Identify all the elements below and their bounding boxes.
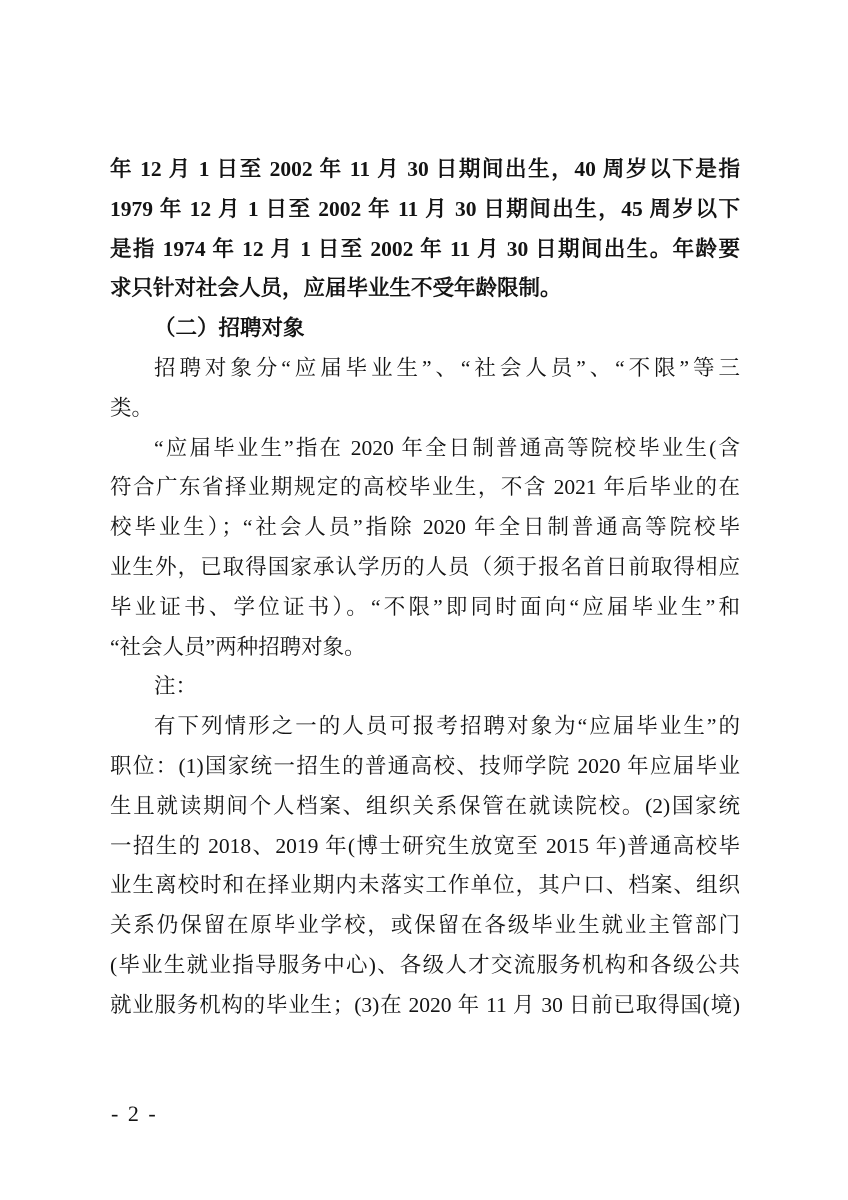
age-requirement-paragraph xyxy=(110,150,740,309)
text-line: 就业服务机构的毕业生；(3)在 2020 年 11 月 30 日前已取得国(境) xyxy=(110,992,740,1017)
text-line: “社会人员”两种招聘对象。 xyxy=(110,634,366,659)
text-line: 是指 1974 年 12 月 1 日至 2002 年 11 月 30 日期间出生。年龄要 xyxy=(110,236,740,261)
text-line: 业生离校时和在择业期内未落实工作单位，其户口、档案、组织 xyxy=(110,873,740,898)
text-line: “应届毕业生”指在 2020 年全日制普通高等院校毕业生(含 xyxy=(154,435,740,460)
text-line: 职位：(1)国家统一招生的普通高校、技师学院 2020 年应届毕业 xyxy=(110,753,740,778)
recruitment-category-paragraph xyxy=(110,349,740,429)
text-line: 招聘对象分“应届毕业生”、“社会人员”、“不限”等三 xyxy=(154,355,740,380)
definition-paragraph xyxy=(110,429,740,668)
section-heading: （二）招聘对象 xyxy=(154,316,305,341)
text-line: 求只针对社会人员，应届毕业生不受年龄限制。 xyxy=(110,276,562,301)
text-line: 有下列情形之一的人员可报考招聘对象为“应届毕业生”的 xyxy=(154,714,740,739)
page-number: - 2 - xyxy=(111,1101,158,1126)
text-line: 类。 xyxy=(110,395,154,420)
note-paragraph xyxy=(110,707,740,1025)
text-line: 一招生的 2018、2019 年(博士研究生放宽至 2015 年)普通高校毕 xyxy=(110,833,740,858)
text-line: 1979 年 12 月 1 日至 2002 年 11 月 30 日期间出生，45 周岁以下 xyxy=(110,196,740,221)
text-line: 业生外，已取得国家承认学历的人员（须于报名首日前取得相应 xyxy=(110,554,740,579)
document-body xyxy=(110,150,740,1026)
text-line: 毕业证书、学位证书）。“不限”即同时面向“应届毕业生”和 xyxy=(110,594,740,619)
text-line: 年 12 月 1 日至 2002 年 11 月 30 日期间出生，40 周岁以下是指 xyxy=(110,157,740,181)
text-line: 关系仍保留在原毕业学校，或保留在各级毕业生就业主管部门 xyxy=(110,913,740,938)
text-line: 符合广东省择业期规定的高校毕业生，不含 2021 年后毕业的在 xyxy=(110,475,740,500)
note-label: 注： xyxy=(154,674,198,699)
text-line: 校毕业生）；“社会人员”指除 2020 年全日制普通高等院校毕 xyxy=(110,515,740,540)
text-line: 生且就读期间个人档案、组织关系保管在就读院校。(2)国家统 xyxy=(110,793,740,818)
text-line: (毕业生就业指导服务中心)、各级人才交流服务机构和各级公共 xyxy=(110,952,740,977)
